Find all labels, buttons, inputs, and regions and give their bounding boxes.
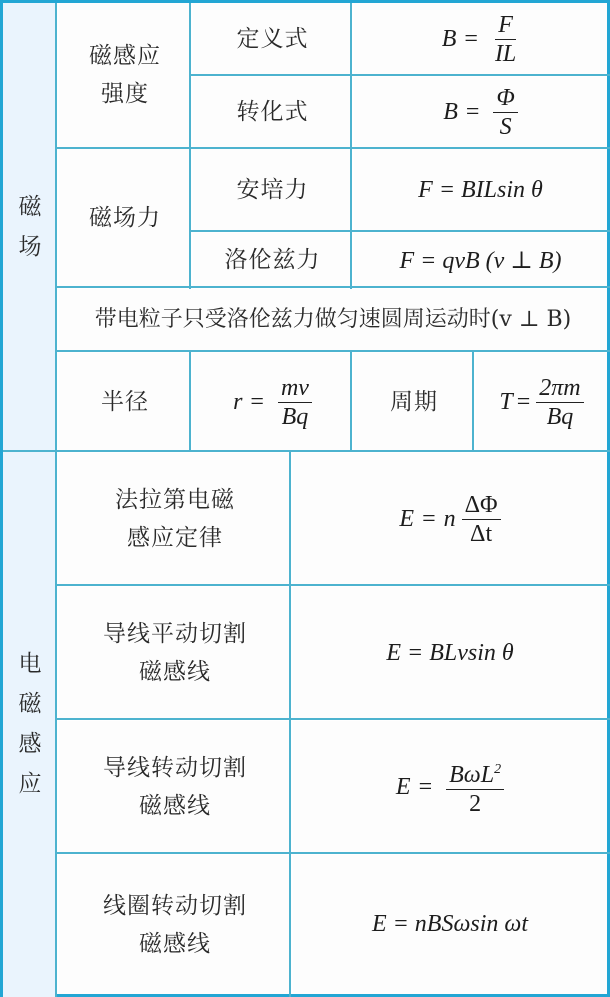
grid-line: [189, 3, 191, 289]
section-induction-label: [3, 451, 57, 997]
linear-cut-formula: [293, 587, 607, 719]
definition-label: 定义式: [236, 26, 309, 52]
coil-formula: [293, 855, 607, 994]
conversion-formula: [354, 77, 607, 147]
lorentz-label-cell: [193, 233, 352, 287]
coil-label-cell: [59, 855, 291, 994]
grid-line: [55, 852, 610, 854]
denominator: Bq: [281, 403, 309, 430]
fraction: [278, 375, 312, 430]
row-label-line2: 磁感线: [139, 659, 211, 685]
formula-lhs: T: [499, 388, 513, 415]
row-label-line2: 感应定律: [127, 525, 223, 551]
numerator: BωL: [449, 762, 495, 788]
section-magnetic-label: [3, 3, 57, 451]
fraction: [492, 12, 519, 67]
grid-line: [55, 350, 610, 352]
equals-sign: =: [422, 505, 436, 532]
formula-lhs: B: [443, 98, 458, 125]
grid-line: [189, 74, 610, 76]
faraday-label-cell: [59, 453, 291, 585]
grid-line: [55, 718, 610, 720]
coefficient: n: [443, 505, 456, 532]
ampere-formula: [354, 149, 607, 231]
formula-lhs: r: [233, 388, 243, 415]
row-label-line1: 导线转动切割: [103, 755, 247, 781]
force-label: 磁场力: [89, 205, 161, 231]
numerator: F: [495, 12, 516, 40]
circular-motion-heading-cell: [59, 289, 607, 351]
grid-line: [55, 3, 57, 997]
rotating-wire-formula: [293, 721, 607, 853]
grid-line: [472, 351, 474, 451]
formula-lhs: E: [395, 773, 411, 800]
period-label-cell: [354, 353, 474, 451]
denominator: IL: [494, 40, 517, 67]
section-label: 磁场: [18, 194, 42, 260]
grid-line: [189, 351, 191, 451]
formula-lhs: B: [441, 25, 457, 52]
denominator: S: [499, 113, 512, 140]
equals-sign: =: [465, 98, 480, 125]
grid-line: [350, 351, 352, 451]
fraction: [446, 757, 504, 817]
formula-text: E = BLvsin θ: [386, 639, 514, 666]
radius-formula: [193, 353, 352, 451]
intensity-label-cell: [59, 3, 191, 147]
exponent: 2: [494, 762, 502, 777]
ampere-formula-text: F = BILsin θ: [418, 176, 543, 203]
equals-sign: =: [250, 388, 264, 415]
intensity-label: 磁感应强度: [89, 43, 161, 107]
row-label-line2: 磁感线: [139, 793, 211, 819]
row-label-line2: 磁感线: [139, 930, 211, 957]
period-label: 周期: [390, 389, 438, 415]
equals-sign: =: [464, 25, 478, 52]
section-label: 电磁感应: [18, 651, 42, 797]
formula-lhs: E: [399, 505, 415, 532]
conversion-label: 转化式: [236, 99, 309, 125]
denominator: 2: [469, 791, 482, 817]
linear-cut-label-cell: [59, 587, 291, 719]
grid-line: [3, 450, 610, 452]
grid-line: [289, 451, 291, 997]
equals-sign: =: [516, 388, 531, 415]
conversion-label-cell: [193, 77, 352, 147]
grid-line: [55, 584, 610, 586]
circular-motion-heading: 带电粒子只受洛伦兹力做匀速圆周运动时(v ⊥ B): [94, 307, 572, 332]
fraction: [536, 375, 583, 430]
row-label-line1: 线圈转动切割: [103, 892, 247, 919]
lorentz-label: 洛伦兹力: [224, 247, 321, 273]
period-formula: [476, 353, 607, 451]
definition-label-cell: [193, 3, 352, 75]
radius-label: 半径: [101, 389, 149, 415]
fraction: [462, 492, 501, 547]
numerator: 2πm: [536, 375, 583, 403]
rotating-wire-label-cell: [59, 721, 291, 853]
grid-line: [189, 230, 610, 232]
ampere-label-cell: [193, 149, 352, 231]
grid-line: [350, 3, 352, 289]
ampere-label: 安培力: [236, 177, 309, 203]
formula-text: E = nBSωsin ωt: [371, 911, 529, 937]
row-label-line1: 导线平动切割: [103, 621, 247, 647]
definition-formula: [354, 3, 607, 75]
force-label-cell: [59, 149, 191, 287]
equals-sign: =: [418, 773, 433, 800]
denominator: Bq: [546, 403, 574, 430]
lorentz-formula: [354, 233, 607, 287]
radius-label-cell: [59, 353, 191, 451]
lorentz-formula-text: F = qvB (v ⊥ B): [399, 247, 562, 274]
grid-line: [55, 147, 610, 149]
fraction: [493, 85, 517, 140]
grid-line: [55, 286, 610, 288]
numerator: Φ: [493, 85, 517, 113]
row-label-line1: 法拉第电磁: [115, 487, 235, 513]
faraday-formula: [293, 453, 607, 585]
numerator: ΔΦ: [462, 492, 501, 520]
denominator: Δt: [470, 520, 493, 547]
numerator: mv: [278, 375, 312, 403]
